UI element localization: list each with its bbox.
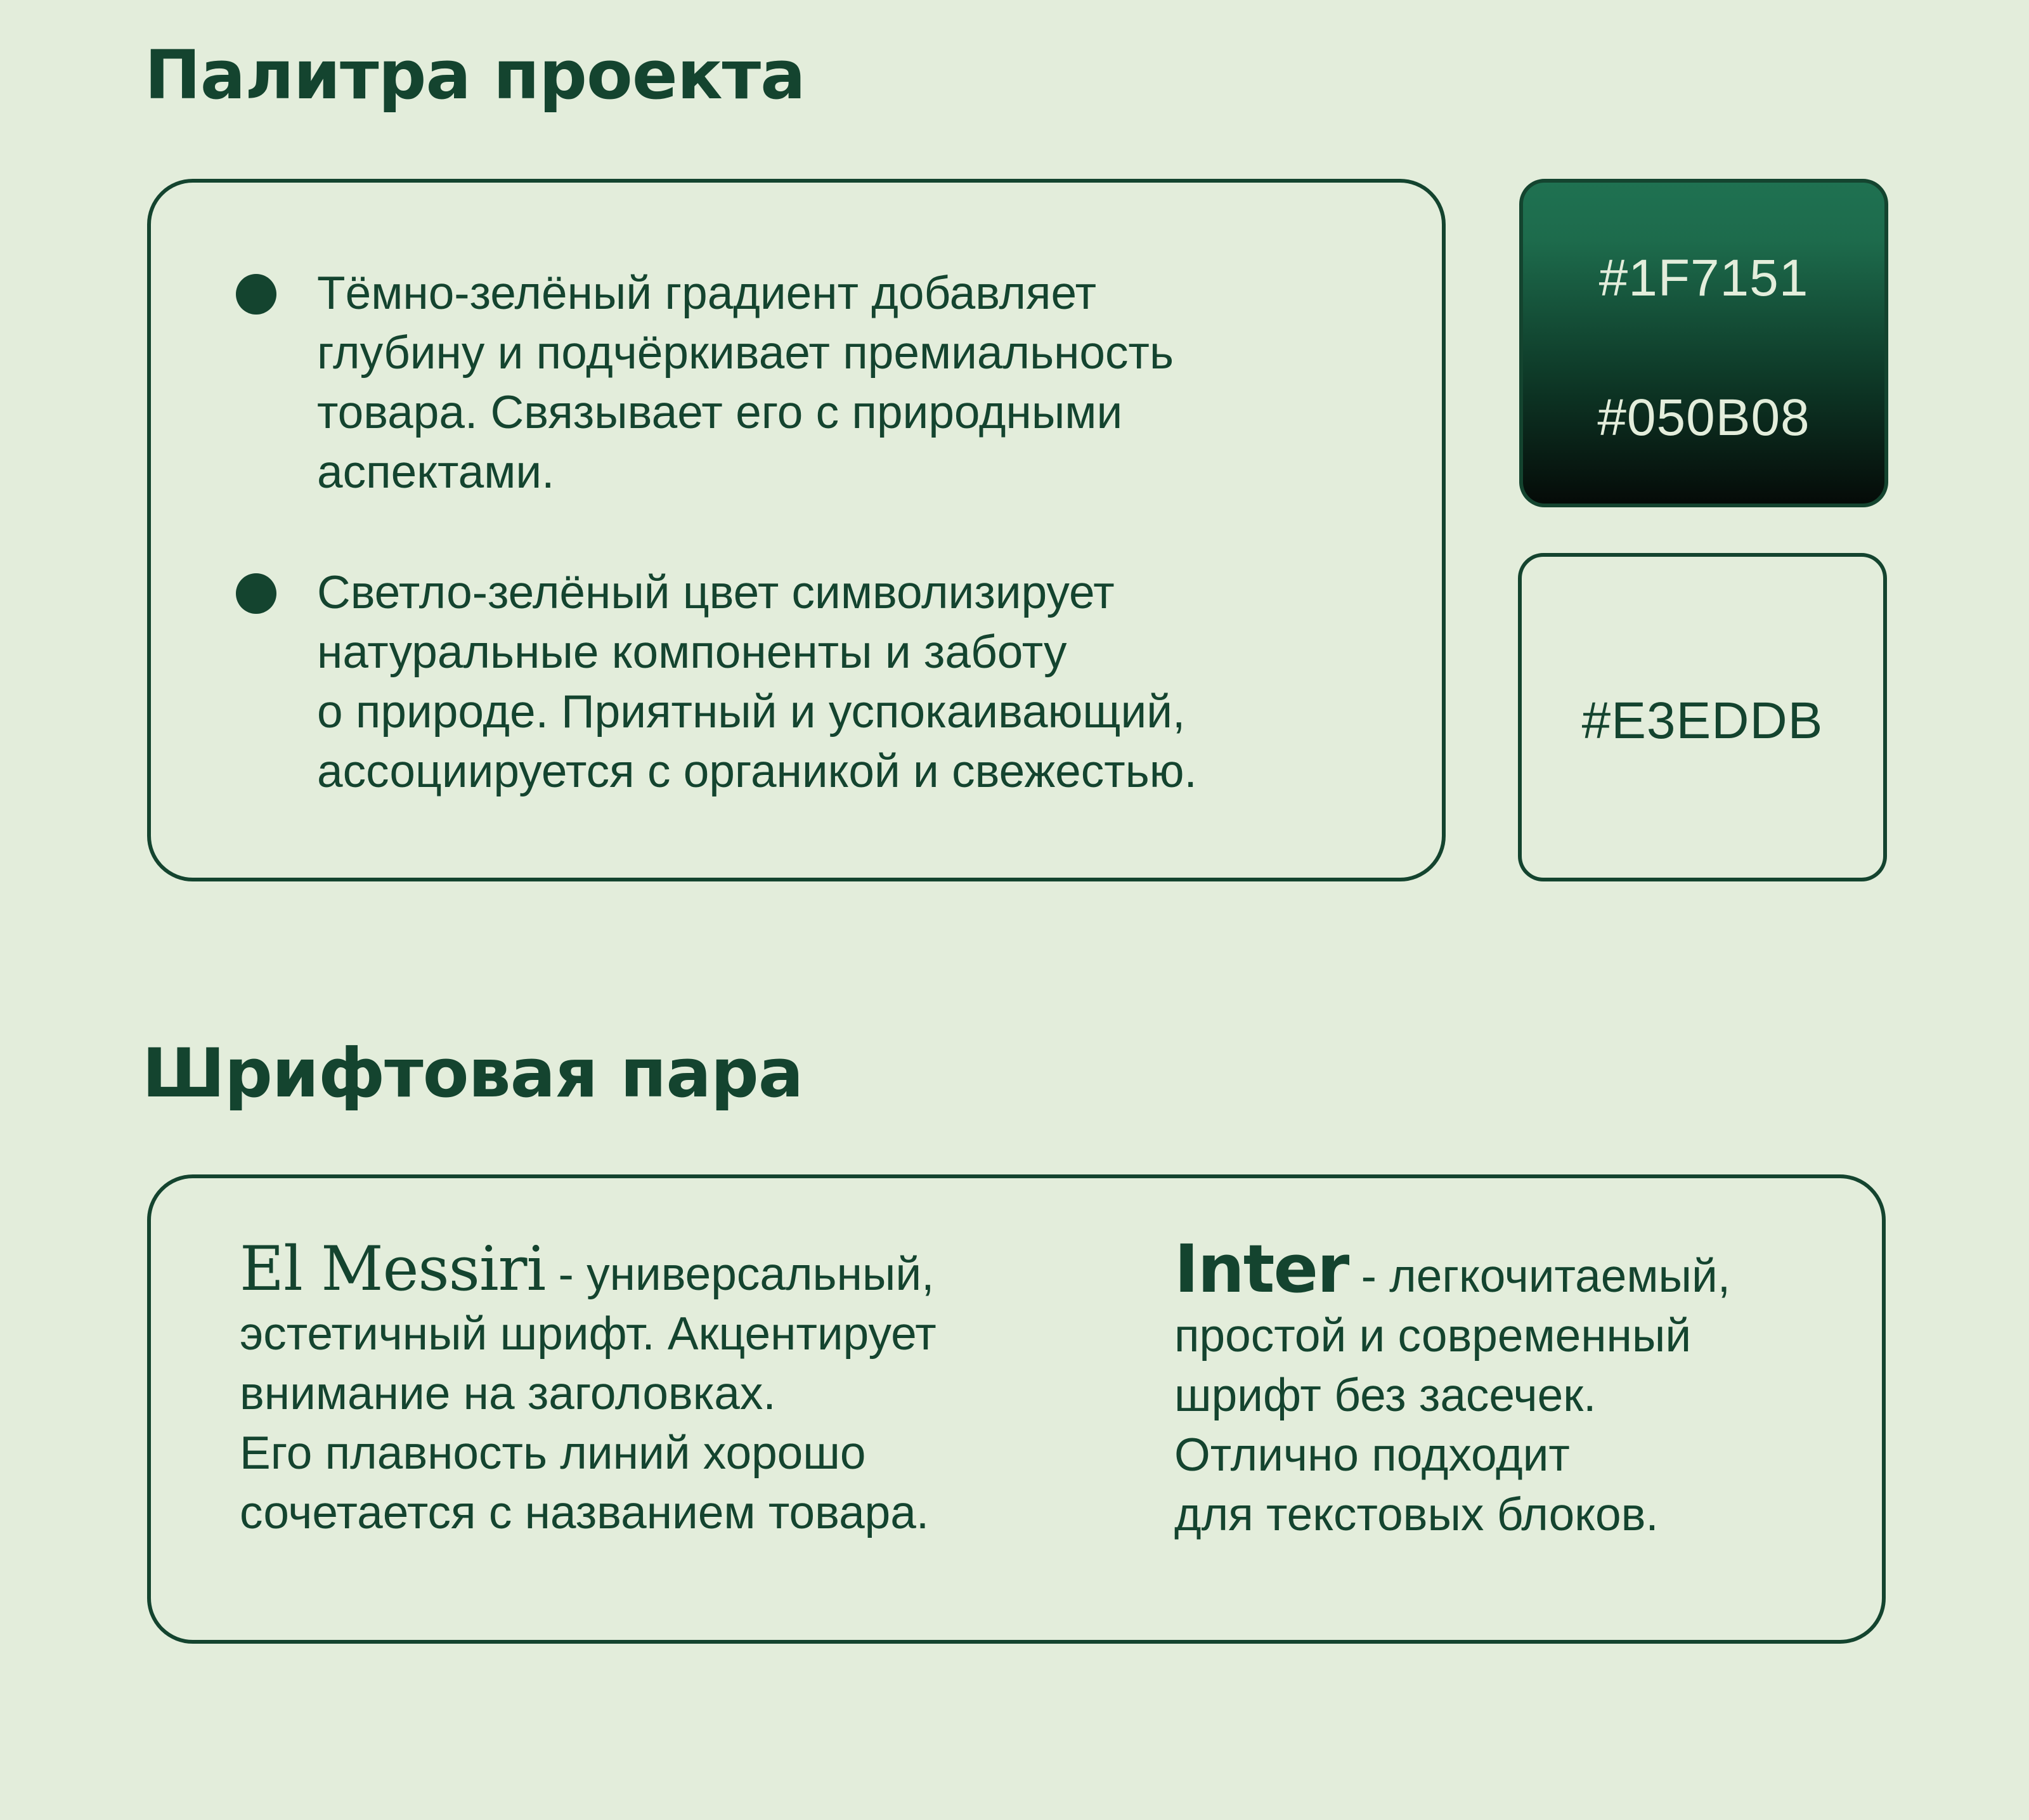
font-pair-card: [147, 1174, 1886, 1644]
swatch-hex-light: #E3EDDB: [1581, 692, 1824, 750]
swatch-dark-gradient: [1519, 179, 1888, 507]
swatch-light: [1518, 553, 1887, 881]
palette-heading: Палитра проекта: [145, 36, 805, 114]
palette-bullet-text: Тёмно-зелёный градиент добавляет глубину и подчёркивает премиальность товара. Связывает его с природными аспектами.: [317, 268, 1174, 498]
font-description-el-messiri: [240, 1233, 1127, 1543]
swatch-hex-gradient-top: #1F7151: [1598, 249, 1809, 307]
palette-bullet-text: Светло-зелёный цвет символизирует натуральные компоненты и заботу о природе. Приятный и успокаивающий, ассоциируется с органикой и свежестью.: [317, 567, 1197, 797]
swatch-hex-gradient-bottom: #050B08: [1597, 389, 1810, 446]
fonts-heading: Шрифтовая пара: [142, 1034, 803, 1112]
font-name-el-messiri: El Messiri: [240, 1233, 546, 1304]
bullet-dot-icon: [236, 573, 276, 614]
bullet-dot-icon: [236, 274, 276, 315]
font-text-inter: - легкочитаемый, простой и современный шрифт без засечек. Отлично подходит для текстовых блоков.: [1174, 1251, 1731, 1540]
font-description-inter: [1174, 1230, 1859, 1545]
font-text-el-messiri: - универсальный, эстетичный шрифт. Акцентирует внимание на заголовках. Его плавность линий хорошо сочетается с названием товара.: [240, 1249, 937, 1538]
font-name-inter: Inter: [1174, 1230, 1349, 1308]
palette-description-card: [147, 179, 1446, 881]
